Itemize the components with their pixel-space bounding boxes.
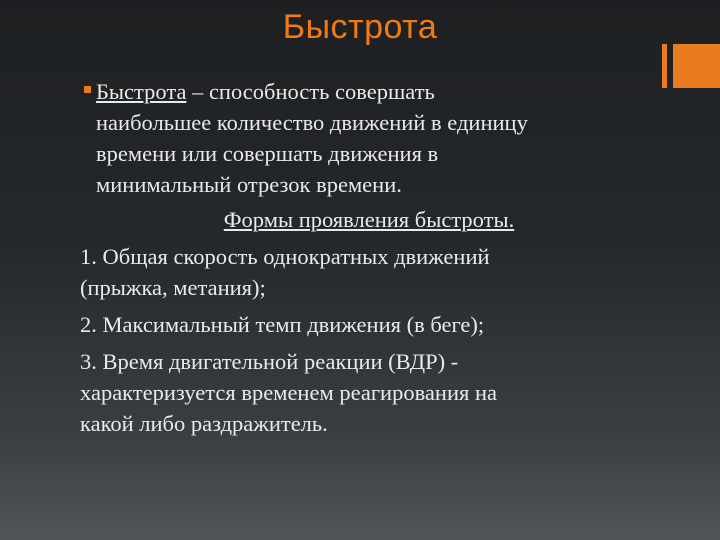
definition-term: Быстрота [96,79,187,104]
definition-bullet [84,76,654,200]
definition-line-1-rest: – способность совершать [186,79,435,104]
slide-body [80,76,654,439]
definition-line-2: наибольшее количество движений в единицу [96,110,528,135]
item-1-line-2: (прыжка, метания); [80,275,266,300]
accent-bar-thin [662,44,667,88]
list-item [80,346,654,439]
square-bullet-icon [84,86,91,93]
item-3-line-1: 3. Время двигательной реакции (ВДР) - [80,349,459,374]
item-3-line-3: какой либо раздражитель. [80,411,328,436]
definition-line-4: минимальный отрезок времени. [96,172,402,197]
item-3-line-2: характеризуется временем реагирования на [80,380,497,405]
slide-title: Быстрота [282,8,438,46]
item-1-line-1: 1. Общая скорость однократных движений [80,244,490,269]
definition-line-1 [96,76,654,107]
definition-line-3: времени или совершать движения в [96,141,439,166]
accent-bar-thick [673,44,720,88]
forms-heading: Формы проявления быстроты. [223,207,515,232]
list-item [80,241,654,303]
item-2-line-1: 2. Максимальный темп движения (в беге); [80,312,485,337]
list-item [80,309,654,340]
